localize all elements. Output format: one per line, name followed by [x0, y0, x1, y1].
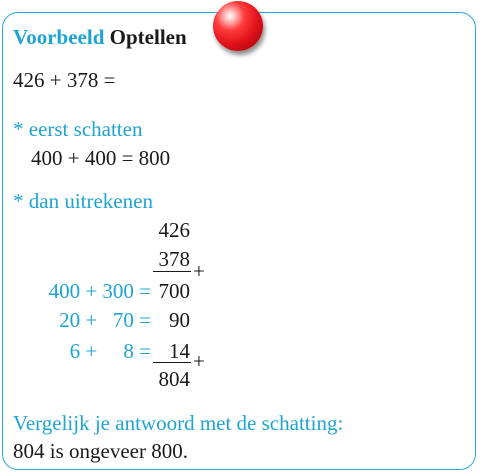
- red-ball-icon: [213, 1, 263, 51]
- sum-rule-2: [153, 362, 191, 363]
- partial-sum-result-2: 90: [169, 308, 190, 332]
- addend-second: 378: [158, 247, 190, 271]
- compare-prompt: Vergelijk je antwoord met de schatting:: [13, 411, 344, 435]
- plus-sign-1: +: [193, 259, 205, 283]
- partial-sum-left-2: 20 + 70 =: [59, 308, 151, 332]
- plus-sign-2: +: [193, 349, 205, 373]
- partial-sum-left-1: 400 + 300 =: [48, 279, 151, 303]
- estimate-heading: * eerst schatten: [13, 117, 143, 141]
- addend-top: 426: [158, 218, 190, 242]
- partial-sum-result-1: 700: [158, 279, 190, 303]
- partial-sum-left-3: 6 + 8 =: [69, 339, 151, 363]
- estimate-line: 400 + 400 = 800: [31, 146, 171, 170]
- problem-statement: 426 + 378 =: [13, 68, 116, 92]
- calculate-heading: * dan uitrekenen: [13, 189, 153, 213]
- sum-total: 804: [158, 367, 190, 391]
- partial-sum-result-3: 14: [169, 339, 190, 363]
- card-header: [13, 24, 187, 50]
- example-label: Voorbeeld: [13, 25, 105, 49]
- card-title: Optellen: [109, 25, 187, 49]
- compare-answer: 804 is ongeveer 800.: [13, 439, 188, 463]
- sum-rule-1: [153, 271, 191, 272]
